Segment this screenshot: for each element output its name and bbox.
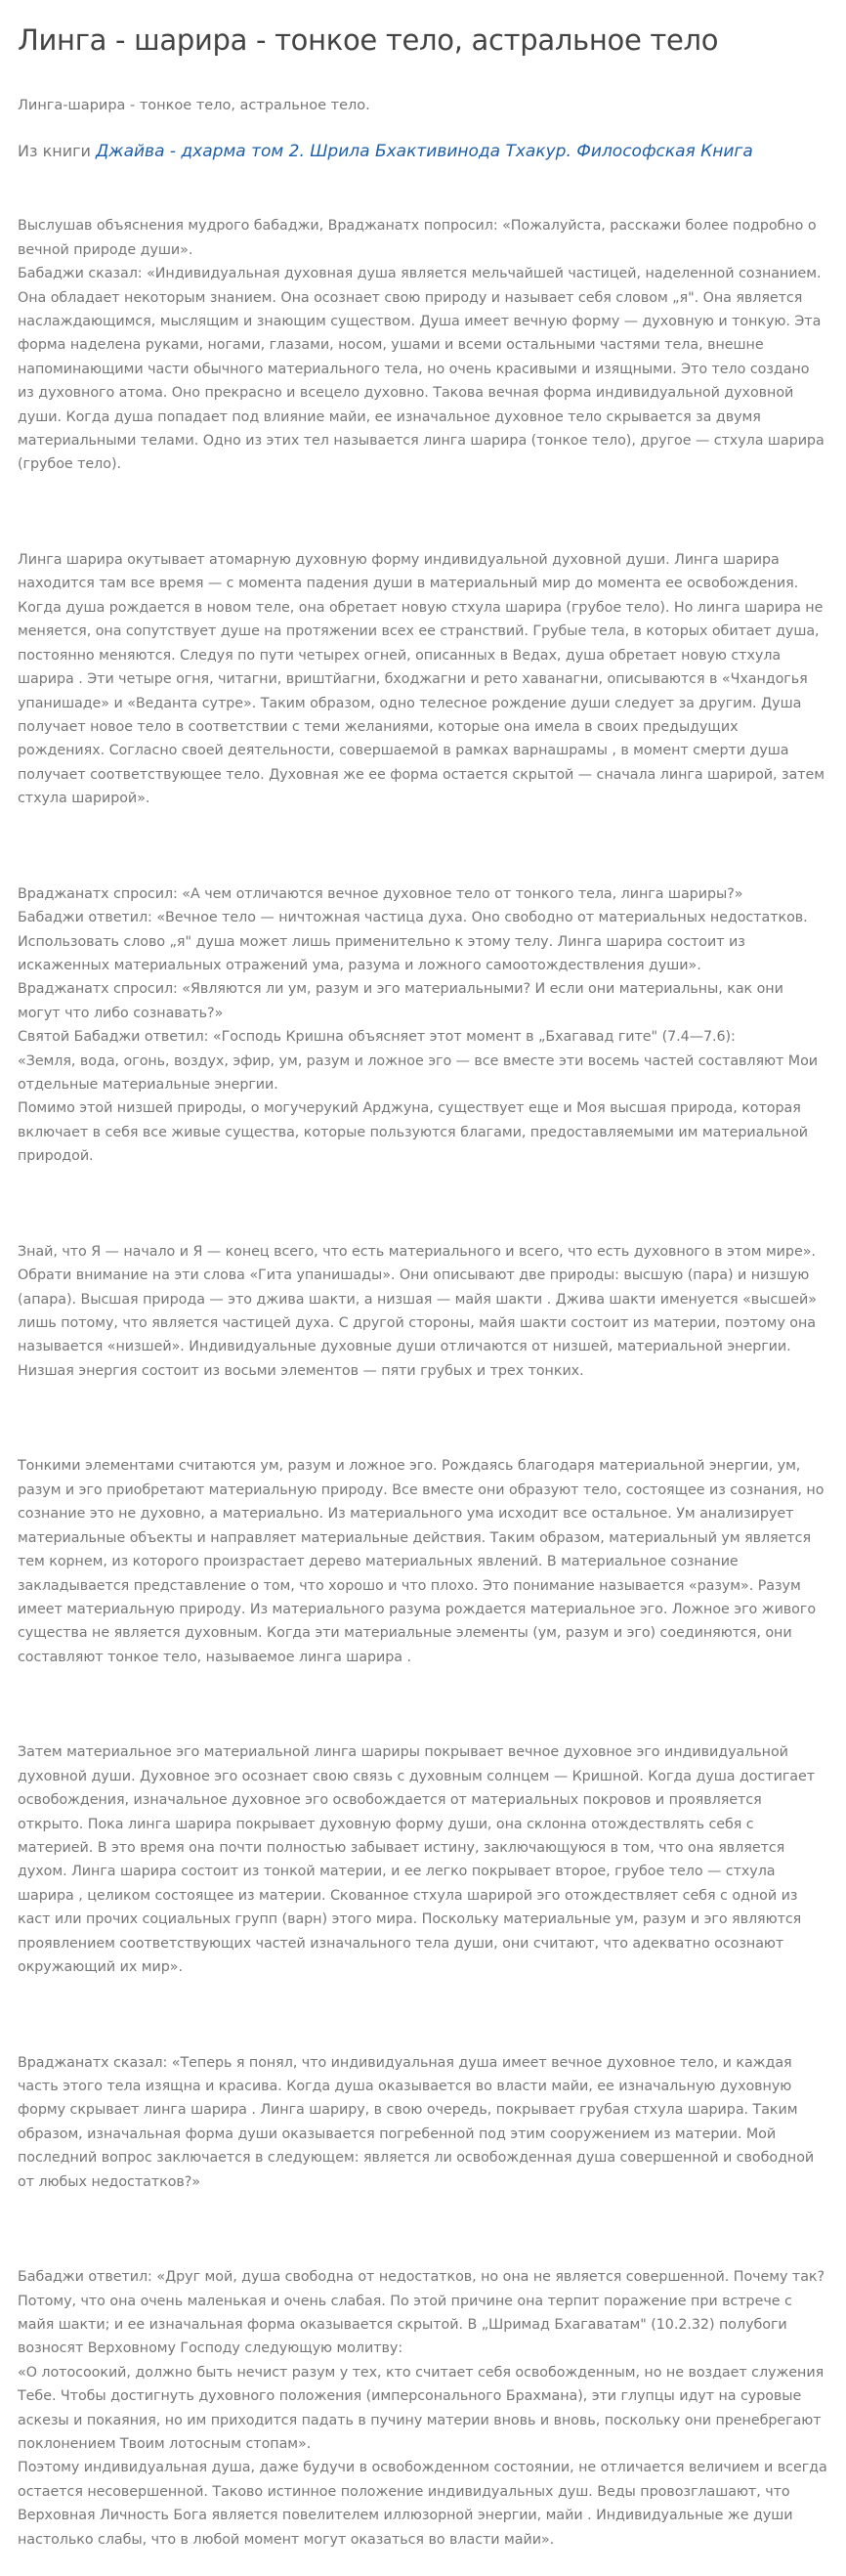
book-source-prefix: Из книги (18, 142, 96, 160)
book-link[interactable]: Джайва - дхарма том 2. Шрила Бхактивинода Тхакур. Философская Книга (95, 142, 753, 161)
paragraph: Враджанатх сказал: «Теперь я понял, что индивидуальная душа имеет вечное духовное тело, и каждая часть этого тела изящна и красива. Когда душа оказывается во власти майи, ее изначальную духовную форму скрывает линга шарира . Линга шариру, в свою очередь, покрывает грубая стхула шарира. Таким образом, изначальная форма души оказывается погребенной под этим сооружением из материи. Мой последний вопрос заключается в следующем: является ли освобожденная душа совершенной и свободной от любых недостатков?» (18, 2054, 815, 2190)
book-source (18, 141, 828, 162)
paragraph: Тонкими элементами считаются ум, разум и ложное эго. Рождаясь благодаря материальной энергии, ум, разум и эго приобретают материальную природу. Все вместе они образуют тело, состоящее из сознания, но сознание это не духовно, а материально. Из материального ума исходит все остальное. Ум анализирует материальные объекты и направляет материальные действия. Таким образом, материальный ум является тем корнем, из которого произрастает дерево материальных явлений. В материальное сознание закладывается представление о том, что хорошо и что плохо. Это понимание называется «разум». Разум имеет материальную природу. Из материального разума рождается материальное эго. Ложное эго живого существа не является духовным. Когда эти материальные элементы (ум, разум и эго) соединяются, они составляют тонкое тело, называемое линга шарира . (18, 1458, 825, 1665)
paragraph: Знай, что Я — начало и Я — конец всего, что есть материального и всего, что есть духовного в этом мире». Обрати внимание на эти слова «Гита упанишады». Они описывают две природы: высшую (пара) и низшую (апара). Высшая природа — это джива шакти, а низшая — майя шакти . Джива шакти именуется «высшей» лишь потому, что является частицей духа. С другой стороны, майя шакти состоит из материи, поэтому она называется «низшей». Индивидуальные духовные души отличаются от низшей, материальной энергии. Низшая энергия состоит из восьми элементов — пяти грубых и трех тонких. (18, 1243, 817, 1379)
paragraph: Бабаджи ответил: «Друг мой, душа свободна от недостатков, но она не является совершенной. Почему так? Потому, что она очень маленькая и очень слабая. По этой причине она терпит поражение при встрече с майя шакти; и ее изначальная форма оказывается скрытой. В „Шримад Бхагаватам" (10.2.32) полубоги возносят Верховному Господу следующую молитву: «О лотосоокий, должно быть нечист разум у тех, кто считает себя освобожденным, но не воздает служения Тебе. Чтобы достигнуть духовного положения (имперсонального Брахмана), эти глупцы идут на суровые аскезы и покаяния, но им приходится падать в пучину материи вновь и вновь, поскольку они пренебрегают поклонением Твоим лотосным стопам». Поэтому индивидуальная душа, даже будучи в освобожденном состоянии, не отличается величием и всегда остается несовершенной. Таково истинное положение индивидуальных душ. Веды провозглашают, что Верховная Личность Бога является повелителем иллюзорной энергии, майи . Индивидуальные же души настолько слабы, что в любой момент могут оказаться во власти майи». (18, 2269, 827, 2548)
paragraph: Враджанатх спросил: «А чем отличаются вечное духовное тело от тонкого тела, линга шариры?» Бабаджи ответил: «Вечное тело — ничтожная частица духа. Оно свободно от материальных недостатков. Использовать слово „я" душа может лишь применительно к этому телу. Линга шарира состоит из искаженных материальных отражений ума, разума и ложного самоотождествления души». Враджанатх спросил: «Являются ли ум, разум и эго материальными? И если они материальны, как они могут что либо сознавать?» Святой Бабаджи ответил: «Господь Кришна объясняет этот момент в „Бхагавад гите" (7.4—7.6): «Земля, вода, огонь, воздух, эфир, ум, разум и ложное эго — все вместе эти восемь частей составляют Мои отдельные материальные энергии. Помимо этой низшей природы, о могучерукий Арджуна, существует еще и Моя высшая природа, которая включает в себя все живые существа, которые пользуются благами, предоставляемыми им материальной природой. (18, 885, 819, 1165)
paragraph: Затем материальное эго материальной линга шариры покрывает вечное духовное эго индивидуальной духовной души. Духовное эго осознает свою связь с духовным солнцем — Кришной. Когда душа достигает освобождения, изначальное духовное эго освобождается от материальных покровов и проявляется открыто. Пока линга шарира покрывает духовную форму души, она склонна отождествлять себя с материей. В это время она почти полностью забывает истину, заключающуюся в том, что она является духом. Линга шарира состоит из тонкой материи, и ее легко покрывает второе, грубое тело — стхула шарира , целиком состоящее из материи. Скованное стхула шарирой эго отождествляет себя с одной из каст или прочих социальных групп (варн) этого мира. Поскольку материальные ум, разум и эго являются проявлением соответствующих частей изначального тела души, они считают, что адекватно осознают окружающий их мир». (18, 1744, 816, 1975)
paragraph: Линга шарира окутывает атомарную духовную форму индивидуальной духовной души. Линга шарира находится там все время — с момента падения души в материальный мир до момента ее освобождения. Когда душа рождается в новом теле, она обретает новую стхула шарира (грубое тело). Но линга шарира не меняется, она сопутствует душе на протяжении всех ее странствий. Грубые тела, в которых обитает душа, постоянно меняются. Следуя по пути четырех огней, описанных в Ведах, душа обретает новую стхула шарира . Эти четыре огня, читагни, вриштйагни, бходжагни и рето хаванагни, описываются в «Чхандогья упанишаде» и «Веданта сутре». Таким образом, одно телесное рождение души следует за другим. Душа получает новое тело в соответствии с теми желаниями, которые она имела в своих предыдущих рождениях. Согласно своей деятельности, совершаемой в рамках варнашрамы , в момент смерти душа получает соответствующее тело. Духовная же ее форма остается скрытой — сначала линга шарирой, затем стхула шарирой». (18, 552, 825, 807)
article-body (18, 191, 828, 2576)
page-title: Линга - шарира - тонкое тело, астральное тело (18, 23, 719, 57)
paragraph: Выслушав объяснения мудрого бабаджи, Враджанатх попросил: «Пожалуйста, расскажи более подробно о вечной природе души». Бабаджи сказал: «Индивидуальная духовная душа является мельчайшей частицей, наделенной сознанием. Она обладает некоторым знанием. Она осознает свою природу и называет себя словом „я". Она является наслаждающимся, мыслящим и знающим существом. Душа имеет вечную форму — духовную и тонкую. Эта форма наделена руками, ногами, глазами, носом, ушами и всеми остальными частями тела, внешне напоминающими части обычного материального тела, но очень красивыми и изящными. Это тело создано из духовного атома. Оно прекрасно и всецело духовно. Такова вечная форма индивидуальной духовной души. Когда душа попадает под влияние майи, ее изначальное духовное тело скрывается за двумя материальными телами. Одно из этих тел называется линга шарира (тонкое тело), другое — стхула шарира (грубое тело). (18, 218, 825, 473)
intro-text: Линга-шарира - тонкое тело, астральное тело. (18, 98, 370, 113)
